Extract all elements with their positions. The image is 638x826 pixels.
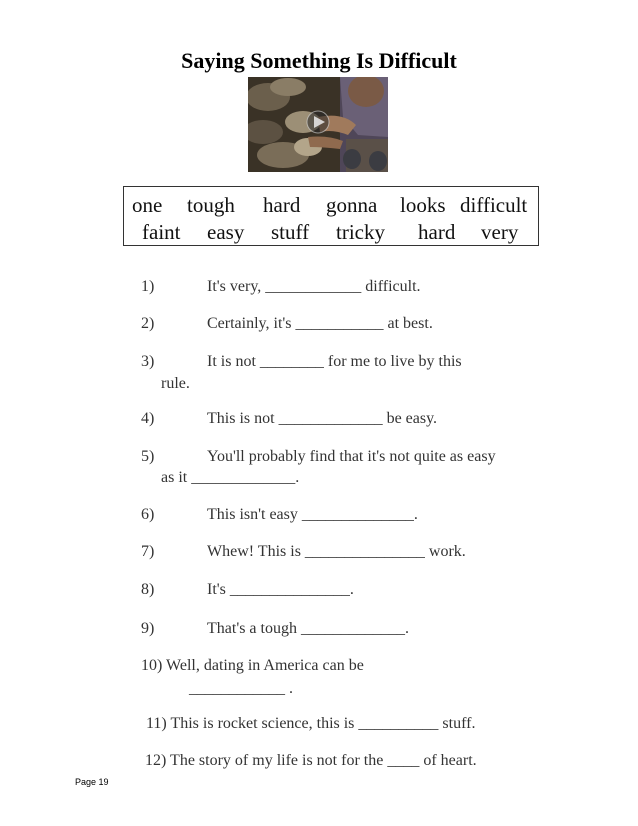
item-number: 7) [141, 543, 155, 560]
word-bank-row [124, 219, 538, 246]
exercise-sentence: Whew! This is _______________ work. [207, 543, 466, 560]
exercise-sentence-continued: rule. [161, 375, 190, 392]
exercise-sentence: It's very, ____________ difficult. [207, 278, 421, 295]
item-number: 1) [141, 278, 155, 295]
word-bank [123, 186, 539, 246]
item-number: 2) [141, 315, 155, 332]
exercise-sentence: 10) Well, dating in America can be [141, 657, 364, 674]
play-icon[interactable] [307, 111, 329, 133]
photo-man-stacking-stones [248, 77, 388, 172]
exercise-sentence: This isn't easy ______________. [207, 506, 418, 523]
page-number: Page 19 [75, 777, 109, 787]
exercise-sentence: 12) The story of my life is not for the ____ of heart. [145, 752, 477, 769]
exercise-sentence: That's a tough _____________. [207, 620, 409, 637]
exercise-sentence: You'll probably find that it's not quite as easy [207, 448, 496, 465]
item-number: 8) [141, 581, 155, 598]
item-number: 4) [141, 410, 155, 427]
item-number: 6) [141, 506, 155, 523]
word-bank-word: stuff [271, 220, 310, 244]
exercise-sentence: 11) This is rocket science, this is __________ stuff. [146, 715, 476, 732]
word-bank-word: faint [142, 220, 181, 244]
page-title: Saying Something Is Difficult [181, 48, 457, 73]
item-number: 3) [141, 353, 155, 370]
word-bank-row [124, 192, 538, 219]
exercise-sentence: Certainly, it's ___________ at best. [207, 315, 433, 332]
word-bank-word: looks [400, 193, 446, 217]
word-bank-word: difficult [460, 193, 528, 217]
word-bank-word: hard [263, 193, 301, 217]
word-bank-word: easy [207, 220, 245, 244]
word-bank-word: gonna [326, 193, 378, 217]
exercise-sentence-continued: as it _____________. [161, 469, 300, 486]
photo-illustration [248, 77, 388, 172]
word-bank-word: tough [187, 193, 235, 217]
item-number: 9) [141, 620, 155, 637]
exercise-sentence-continued: ____________ . [189, 680, 293, 697]
exercise-sentence: It is not ________ for me to live by this [207, 353, 462, 370]
exercise-sentence: It's _______________. [207, 581, 354, 598]
item-number: 5) [141, 448, 155, 465]
exercise-sentence: This is not _____________ be easy. [207, 410, 438, 427]
word-bank-word: hard [418, 220, 456, 244]
word-bank-word: one [132, 193, 163, 217]
word-bank-word: tricky [336, 220, 385, 244]
word-bank-word: very [481, 220, 519, 244]
